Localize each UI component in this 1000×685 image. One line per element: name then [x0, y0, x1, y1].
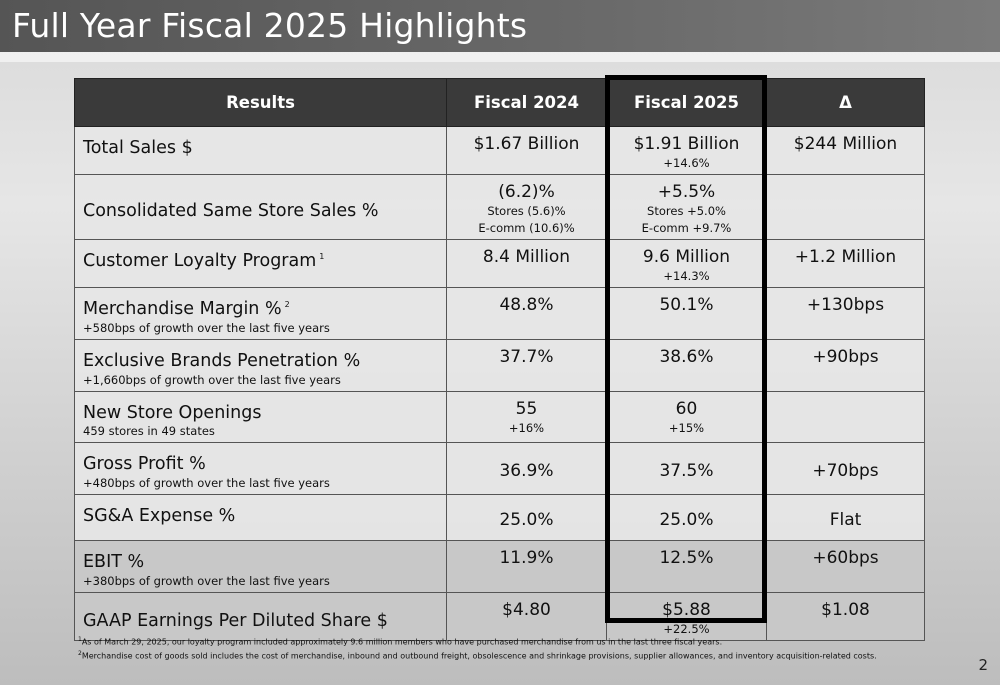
delta-value: +90bps: [812, 346, 879, 367]
table-row: [75, 391, 925, 443]
fiscal-2024-cell: [447, 443, 607, 495]
fiscal-2025-value: 12.5%: [659, 548, 714, 569]
fiscal-2025-note: +15%: [668, 420, 705, 435]
row-label: SG&A Expense %: [83, 506, 236, 527]
fiscal-2024-value: $4.80: [502, 600, 551, 621]
fiscal-2024-cell: [447, 541, 607, 593]
row-label: Exclusive Brands Penetration %: [83, 350, 361, 371]
fiscal-2024-value: 36.9%: [499, 460, 554, 481]
delta-value: Flat: [829, 509, 862, 530]
table-row: [75, 175, 925, 240]
row-label: Merchandise Margin % $^2$: [83, 298, 290, 319]
row-label-cell: [75, 443, 447, 495]
delta-value: +1.2 Million: [794, 247, 897, 267]
fiscal-2025-value: 25.0%: [659, 509, 714, 530]
delta-value: $1.08: [821, 600, 870, 621]
delta-cell: [767, 541, 925, 593]
fiscal-2025-cell: [607, 175, 767, 240]
table-row: [75, 339, 925, 391]
fiscal-2024-note: Stores (5.6)%: [487, 204, 566, 218]
fiscal-2024-value: 37.7%: [499, 346, 554, 367]
title-bar: [0, 0, 1000, 52]
row-label: Gross Profit %: [83, 454, 206, 475]
row-label: Total Sales $: [83, 137, 193, 158]
fiscal-2024-value: (6.2)%: [498, 182, 555, 202]
table-row: [75, 288, 925, 340]
delta-value: +60bps: [812, 548, 879, 569]
fiscal-2025-note: E-comm +9.7%: [641, 221, 732, 235]
row-label-cell: [75, 541, 447, 593]
fiscal-2024-cell: [447, 240, 607, 288]
table-row: [75, 240, 925, 288]
row-label-cell: [75, 391, 447, 443]
fiscal-2024-cell: [447, 391, 607, 443]
header-delta: Δ: [767, 79, 925, 127]
fiscal-2025-note: +14.6%: [663, 156, 710, 170]
row-label-cell: [75, 127, 447, 175]
fiscal-2024-value: $1.67 Billion: [473, 134, 580, 154]
row-label-note: 459 stores in 49 states: [83, 424, 215, 439]
fiscal-2025-note: +14.3%: [663, 269, 710, 283]
footnote-1: $^1$As of March 29, 2025, our loyalty program included approximately 9.6 million members who have purchased merchandise from us in the last three fiscal years.: [78, 636, 723, 647]
fiscal-2025-value: 50.1%: [659, 295, 714, 315]
row-label-note: +580bps of growth over the last five years: [83, 320, 330, 335]
table-row: [75, 127, 925, 175]
fiscal-2025-value: $5.88: [662, 600, 711, 621]
row-label-note: +380bps of growth over the last five years: [83, 574, 330, 589]
header-results: Results: [75, 79, 447, 127]
row-label-footnote-marker: 2: [284, 300, 290, 309]
footnote-2: $^2$Merchandise cost of goods sold includes the cost of merchandise, inbound and outbound freight, obsolescence and shrinkage provisions, supplier allowances, and inventory acquisition-related costs.: [78, 649, 877, 661]
table-header-row: [75, 79, 925, 127]
fiscal-2024-value: 11.9%: [499, 548, 554, 569]
fiscal-2025-cell: [607, 339, 767, 391]
fiscal-2024-cell: [447, 339, 607, 391]
fiscal-2024-value: 8.4 Million: [482, 247, 571, 267]
fiscal-2024-cell: [447, 127, 607, 175]
fiscal-2025-cell: [607, 541, 767, 593]
table-row: [75, 443, 925, 495]
fiscal-2025-value: 60: [675, 398, 698, 419]
page-number: 2: [978, 656, 988, 674]
fiscal-2025-cell: [607, 127, 767, 175]
delta-cell: [767, 391, 925, 443]
delta-cell: [767, 175, 925, 240]
row-label-cell: [75, 339, 447, 391]
fiscal-2024-cell: [447, 175, 607, 240]
delta-cell: [767, 288, 925, 340]
fiscal-2025-value: $1.91 Billion: [633, 134, 740, 154]
delta-cell: [767, 339, 925, 391]
row-label: Customer Loyalty Program $^1$: [83, 250, 325, 271]
row-label: GAAP Earnings Per Diluted Share $: [83, 610, 388, 631]
fiscal-2025-note: +22.5%: [663, 622, 710, 637]
header-fiscal-2024: Fiscal 2024: [447, 79, 607, 127]
fiscal-2024-note: +16%: [508, 420, 545, 435]
fiscal-2025-cell: [607, 495, 767, 541]
footnotes: [78, 634, 978, 661]
delta-cell: [767, 495, 925, 541]
header-fiscal-2025: Fiscal 2025: [607, 79, 767, 127]
title-underline: [0, 52, 1000, 62]
fiscal-2025-note: Stores +5.0%: [647, 204, 726, 218]
fiscal-2024-note: E-comm (10.6)%: [478, 221, 575, 235]
row-label: New Store Openings: [83, 402, 262, 423]
fiscal-2025-value: 9.6 Million: [642, 247, 731, 267]
row-label: Consolidated Same Store Sales %: [83, 200, 379, 221]
fiscal-2025-value: 37.5%: [659, 460, 714, 481]
fiscal-2025-cell: [607, 443, 767, 495]
row-label-note: +480bps of growth over the last five years: [83, 476, 330, 491]
row-label-cell: [75, 495, 447, 541]
table-row: [75, 541, 925, 593]
fiscal-2025-value: +5.5%: [657, 182, 716, 202]
delta-value: +70bps: [812, 460, 879, 481]
row-label-cell: [75, 288, 447, 340]
delta-value: $244 Million: [793, 134, 898, 154]
fiscal-2025-cell: [607, 288, 767, 340]
page-title: Full Year Fiscal 2025 Highlights: [12, 6, 528, 45]
row-label-cell: [75, 175, 447, 240]
delta-value: +130bps: [806, 295, 885, 315]
row-label: EBIT %: [83, 552, 145, 573]
table-row: [75, 495, 925, 541]
fiscal-2024-value: 48.8%: [499, 295, 554, 315]
fiscal-2025-cell: [607, 240, 767, 288]
row-label-footnote-marker: 1: [319, 252, 325, 261]
fiscal-2024-value: 55: [515, 398, 538, 419]
fiscal-2024-cell: [447, 495, 607, 541]
fiscal-2025-value: 38.6%: [659, 346, 714, 367]
delta-cell: [767, 240, 925, 288]
results-table: [74, 78, 925, 641]
delta-cell: [767, 443, 925, 495]
row-label-note: +1,660bps of growth over the last five years: [83, 372, 341, 387]
delta-cell: [767, 127, 925, 175]
fiscal-2025-cell: [607, 391, 767, 443]
fiscal-2024-value: 25.0%: [499, 509, 554, 530]
fiscal-2024-cell: [447, 288, 607, 340]
row-label-cell: [75, 240, 447, 288]
